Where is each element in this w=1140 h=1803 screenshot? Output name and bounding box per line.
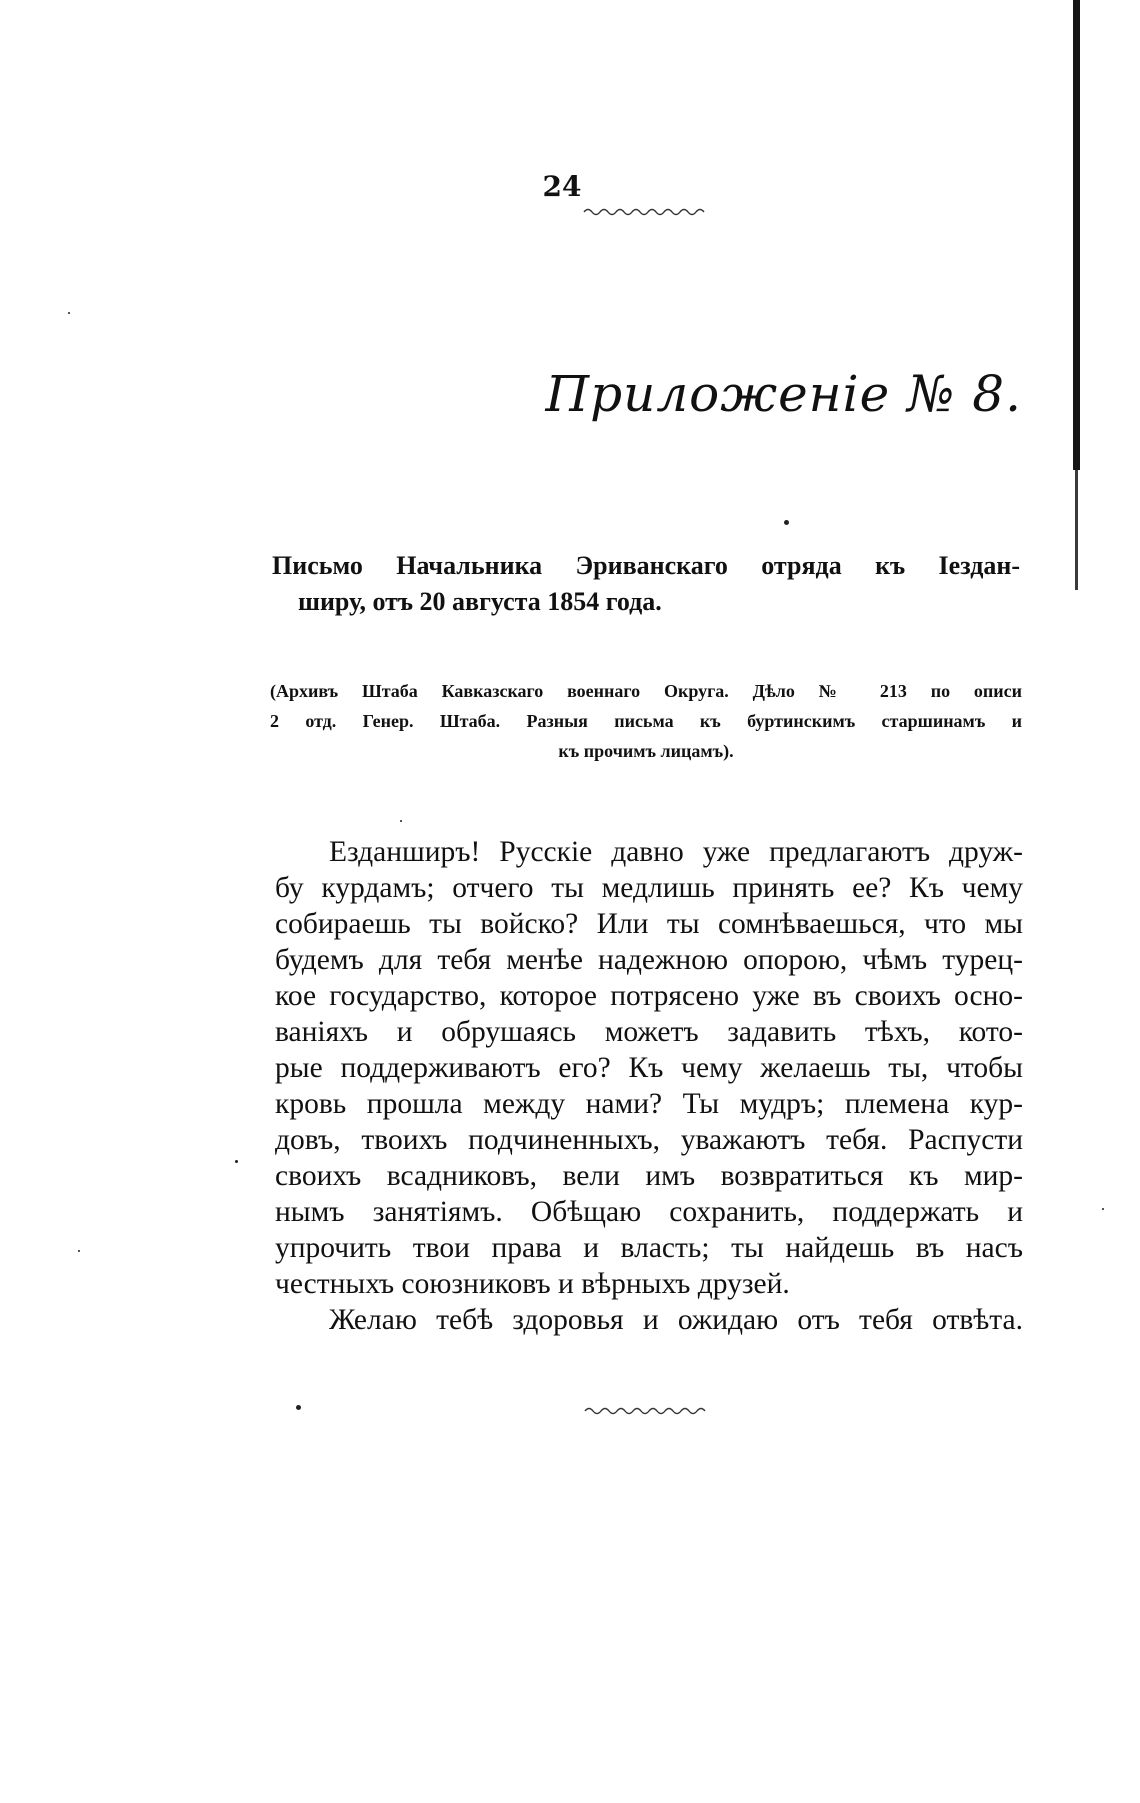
scan-edge-shadow — [1073, 0, 1080, 470]
body-line: кое государство, которое потрясено уже въ своихъ осно- — [275, 980, 1023, 1012]
body-line: кровь прошла между нами? Ты мудръ; племена кур- — [275, 1088, 1023, 1120]
body-line: рые поддерживаютъ его? Къ чему желаешь ты, чтобы — [275, 1052, 1023, 1084]
body-line: Езданширъ! Русскiе давно уже предлагаютъ друж- — [329, 836, 1023, 868]
archive-line-1: (Архивъ Штаба Кавказскаго военнаго Округа. Дѣло № 213 по описи — [270, 681, 1022, 701]
closing-line: Желаю тебѣ здоровья и ожидаю отъ тебя отвѣта. — [329, 1304, 1023, 1336]
body-line: упрочить твои права и власть; ты найдешь въ насъ — [275, 1232, 1023, 1264]
scan-speck — [1102, 1208, 1104, 1210]
archive-note — [270, 676, 1022, 766]
scan-speck — [68, 312, 70, 314]
letter-body — [275, 834, 1023, 1338]
scan-speck — [784, 520, 789, 525]
letter-heading — [272, 548, 1020, 620]
body-line: честныхъ союзниковъ и вѣрныхъ друзей. — [275, 1268, 790, 1300]
body-line: будемъ для тебя менѣе надежною опорою, чѣмъ турец- — [275, 944, 1023, 976]
page-number: 24 — [542, 170, 582, 203]
archive-line-2: 2 отд. Генер. Штаба. Разныя письма къ буртинскимъ старшинамъ и — [270, 711, 1022, 731]
scan-speck — [235, 1160, 238, 1163]
heading-line-2: ширу, отъ 20 августа 1854 года. — [298, 587, 662, 616]
body-line: собираешь ты войско? Или ты сомнѣваешься, что мы — [275, 908, 1023, 940]
scan-speck — [78, 1250, 80, 1252]
body-line: своихъ всадниковъ, вели имъ возвратиться къ мир- — [275, 1160, 1023, 1192]
body-line: довъ, твоихъ подчиненныхъ, уважаютъ тебя. Распусти — [275, 1124, 1023, 1156]
scan-speck — [296, 1405, 301, 1410]
scan-speck — [400, 820, 402, 822]
ornament-divider-top — [582, 206, 712, 218]
heading-line-1: Письмо Начальника Эриванскаго отряда къ Iездан- — [272, 551, 1020, 580]
body-line: бу курдамъ; отчего ты медлишь принять ее? Къ чему — [275, 872, 1023, 904]
archive-line-3: къ прочимъ лицамъ). — [558, 741, 734, 761]
ornament-divider-bottom — [583, 1405, 713, 1417]
body-line: ванiяхъ и обрушаясь можетъ задавить тѣхъ, кото- — [275, 1016, 1023, 1048]
appendix-title: Приложенiе № 8. — [545, 365, 1022, 423]
body-line: нымъ занятiямъ. Обѣщаю сохранить, поддержать и — [275, 1196, 1023, 1228]
scan-edge-shadow-lower — [1075, 470, 1078, 590]
